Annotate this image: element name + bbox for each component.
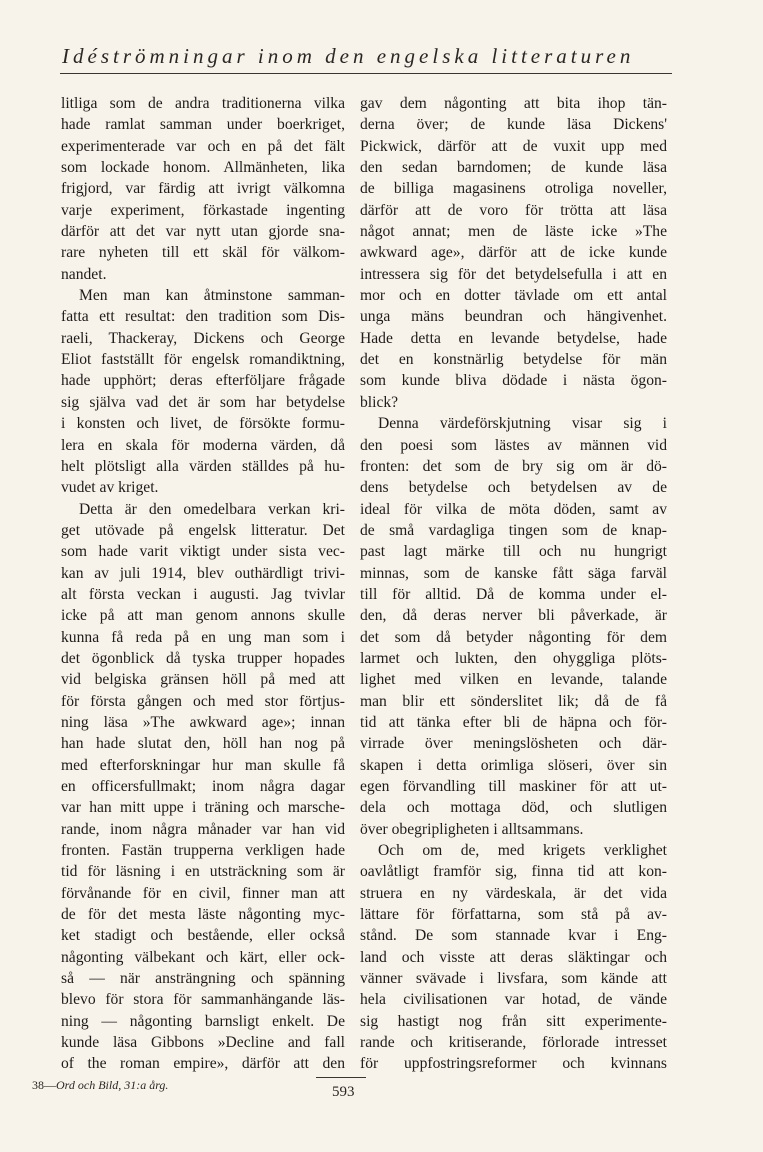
text-line: som kunde bliva dödade i nästa ögon- bbox=[360, 372, 667, 390]
text-line: minnas, som de kanske fått säga farväl bbox=[360, 564, 667, 582]
text-line: var han mitt uppe i träning och marsche- bbox=[61, 799, 345, 817]
text-line: varje experiment, förkastade ingenting bbox=[61, 201, 345, 219]
text-line: därför att det var nytt utan gjorde sna- bbox=[61, 223, 345, 241]
text-line: Detta är den omedelbara verkan kri- bbox=[79, 500, 345, 518]
text-line: egen förvandling till maskiner för att ut- bbox=[360, 778, 667, 795]
text-line: det som då betyder någonting för dem bbox=[360, 628, 667, 646]
left-column bbox=[61, 93, 345, 1075]
text-line: som hade varit viktigt under sista vec- bbox=[61, 543, 345, 561]
text-line: ning — någonting barnsligt enkelt. De bbox=[61, 1012, 345, 1030]
text-line: för uppfostringsreformer och kvinnans bbox=[360, 1055, 667, 1073]
text-line: kan av juli 1914, blev outhärdligt trivi- bbox=[61, 564, 345, 582]
text-line: blick? bbox=[360, 393, 399, 411]
text-line: fatta ett resultat: den tradition som Dis- bbox=[61, 308, 345, 326]
text-line: frigjord, var färdig att ivrigt välkomna bbox=[61, 180, 345, 198]
text-line: tid för läsning i en utsträckning som är bbox=[61, 863, 345, 881]
text-line: något annat; men de läste icke »The bbox=[360, 223, 667, 241]
text-line: larmet och lukten, den ohyggliga plöts- bbox=[360, 649, 667, 667]
text-line: till för alltid. Då de komma under el- bbox=[360, 585, 667, 603]
text-line: det en konstnärlig betydelse för män bbox=[360, 351, 667, 369]
text-line: ning läsa »The awkward age»; innan bbox=[61, 713, 345, 731]
text-line: unga mäns beundran och hängivenhet. bbox=[360, 308, 667, 326]
page-number: 593 bbox=[332, 1084, 355, 1100]
text-line: Denna värdeförskjutning visar sig i bbox=[378, 415, 667, 433]
text-line: mor och en dotter tävlade om ett antal bbox=[360, 287, 667, 305]
text-line: Pickwick, därför att de vuxit upp med bbox=[360, 137, 667, 155]
text-line: hade ramlat samman under boerkriget, bbox=[61, 116, 345, 134]
text-line: i konsten och livet, de försökte formu- bbox=[61, 415, 345, 433]
text-line: sig själva vad det är som har betydelse bbox=[61, 393, 345, 411]
text-line: Eliot fastställt för engelsk romandiktning, bbox=[61, 351, 345, 369]
text-line: dens betydelse och betydelsen av de bbox=[360, 479, 667, 497]
text-line: litliga som de andra traditionerna vilka bbox=[61, 95, 345, 112]
text-line: vudet av kriget. bbox=[61, 479, 159, 497]
text-line: struera en ny värdeskala, är det vida bbox=[360, 884, 667, 902]
text-line: land och visste att deras släktingar och bbox=[360, 948, 667, 966]
text-line: de billiga magasinens otroliga noveller, bbox=[360, 180, 667, 198]
text-line: kunde läsa Gibbons »Decline and fall bbox=[61, 1034, 345, 1052]
journal-reference: Ord och Bild, 31:a årg. bbox=[56, 1078, 169, 1092]
text-line: tid att tänka efter bli de häpna och för- bbox=[360, 713, 667, 731]
text-line: ket stadigt och bestående, eller också bbox=[61, 927, 345, 945]
text-line: Men man kan åtminstone samman- bbox=[79, 287, 345, 305]
text-line: Och om de, med krigets verklighet bbox=[378, 842, 667, 860]
text-line: därför att de voro för trötta att läsa bbox=[360, 201, 667, 219]
text-line: för första gången och med stor förtjus- bbox=[61, 692, 345, 710]
running-head: Idéströmningar inom den engelska litteraturen bbox=[62, 44, 635, 68]
text-line: det ögonblick då tyska trupper hopades bbox=[61, 649, 345, 667]
text-line: som lockade honom. Allmänheten, lika bbox=[61, 159, 345, 177]
text-line: de små vardagliga tingen som de knap- bbox=[360, 521, 667, 539]
text-line: hela civilisationen var hotad, de vände bbox=[360, 991, 667, 1009]
text-line: så — när ansträngning och spänning bbox=[61, 970, 345, 988]
text-line: skapen i detta orimliga slöseri, över sin bbox=[360, 756, 667, 774]
signature-mark: 38— bbox=[32, 1078, 56, 1092]
text-line: de för det mesta läste någonting myc- bbox=[61, 906, 345, 924]
text-line: förvånande för en civil, finner man att bbox=[61, 884, 345, 902]
text-line: icke på att man genom annons skulle bbox=[61, 607, 345, 625]
page-number-rule bbox=[316, 1077, 366, 1078]
text-line: han hade slutat den, höll han nog på bbox=[61, 735, 345, 753]
text-line: of the roman empire», därför att den bbox=[61, 1055, 345, 1073]
text-line: rande och kritiserande, förlorade intresset bbox=[360, 1034, 667, 1052]
text-line: med efterforskningar hur man skulle få bbox=[61, 756, 345, 774]
right-column bbox=[360, 93, 667, 1075]
footer-signature-line bbox=[32, 1078, 168, 1093]
text-line: den sedan barndomen; de kunde läsa bbox=[360, 159, 667, 177]
text-line: över obegripligheten i alltsammans. bbox=[360, 820, 584, 838]
text-line: rare nyheten till ett skäl för välkom- bbox=[61, 244, 345, 262]
text-line: kunna få reda på en ung man som i bbox=[61, 628, 345, 646]
text-line: dela och mottaga död, och slutligen bbox=[360, 799, 667, 817]
text-line: en officersfullmakt; inom några dagar bbox=[61, 778, 345, 795]
text-line: virrade över meningslösheten och där- bbox=[360, 735, 667, 753]
text-line: awkward age», därför att de icke kunde bbox=[360, 244, 667, 262]
text-line: experimenterade var och en på det fält bbox=[61, 137, 345, 155]
text-line: någonting välbekant och kärt, eller ock- bbox=[61, 948, 345, 966]
text-line: raeli, Thackeray, Dickens och George bbox=[61, 329, 345, 347]
text-line: vänner svävade i livsfara, som kände att bbox=[360, 970, 667, 988]
text-line: lättare för författarna, som stå på av- bbox=[360, 906, 667, 924]
text-line: rande, inom några månader var han vid bbox=[61, 820, 345, 838]
text-line: gav dem någonting att bita ihop tän- bbox=[360, 95, 667, 112]
text-line: ideal för vilka de möta döden, samt av bbox=[360, 500, 667, 518]
text-line: blevo för stora för sammanhängande läs- bbox=[61, 991, 345, 1009]
running-head-rule bbox=[60, 73, 672, 74]
text-line: den poesi som lästes av männen vid bbox=[360, 436, 667, 454]
text-line: get utövade på engelsk litteratur. Det bbox=[61, 521, 345, 539]
text-line: vid belgiska gränsen höll på med att bbox=[61, 671, 345, 689]
text-line: Hade detta en levande betydelse, hade bbox=[360, 329, 667, 347]
text-line: intressera sig för det betydelsefulla i att en bbox=[360, 265, 667, 283]
text-line: hade upphört; deras efterföljare frågade bbox=[61, 372, 345, 390]
text-line: derna över; de kunde läsa Dickens' bbox=[360, 116, 667, 134]
text-line: man blir ett sönderslitet lik; då de få bbox=[360, 692, 667, 710]
text-line: alt första veckan i augusti. Jag tvivlar bbox=[61, 585, 345, 603]
text-line: oavlåtligt framför sig, finna tid att kon- bbox=[360, 863, 667, 881]
text-line: sig hastigt nog från sitt experimente- bbox=[360, 1012, 667, 1030]
text-line: past lagt märke till och nu hungrigt bbox=[360, 543, 667, 561]
text-line: lighet med vilken en levande, talande bbox=[360, 671, 667, 689]
text-line: nandet. bbox=[61, 265, 107, 283]
text-line: lera en skala för moderna värden, då bbox=[61, 436, 345, 454]
text-line: fronten. Fastän trupperna verkligen hade bbox=[61, 842, 345, 860]
text-line: den, då deras nerver bli påverkade, är bbox=[360, 607, 667, 625]
text-line: fronten: det som de bry sig om är dö- bbox=[360, 457, 667, 475]
text-line: helt plötsligt alla värden ställdes på hu- bbox=[61, 457, 345, 475]
text-line: stånd. De som stannade kvar i Eng- bbox=[360, 927, 667, 945]
